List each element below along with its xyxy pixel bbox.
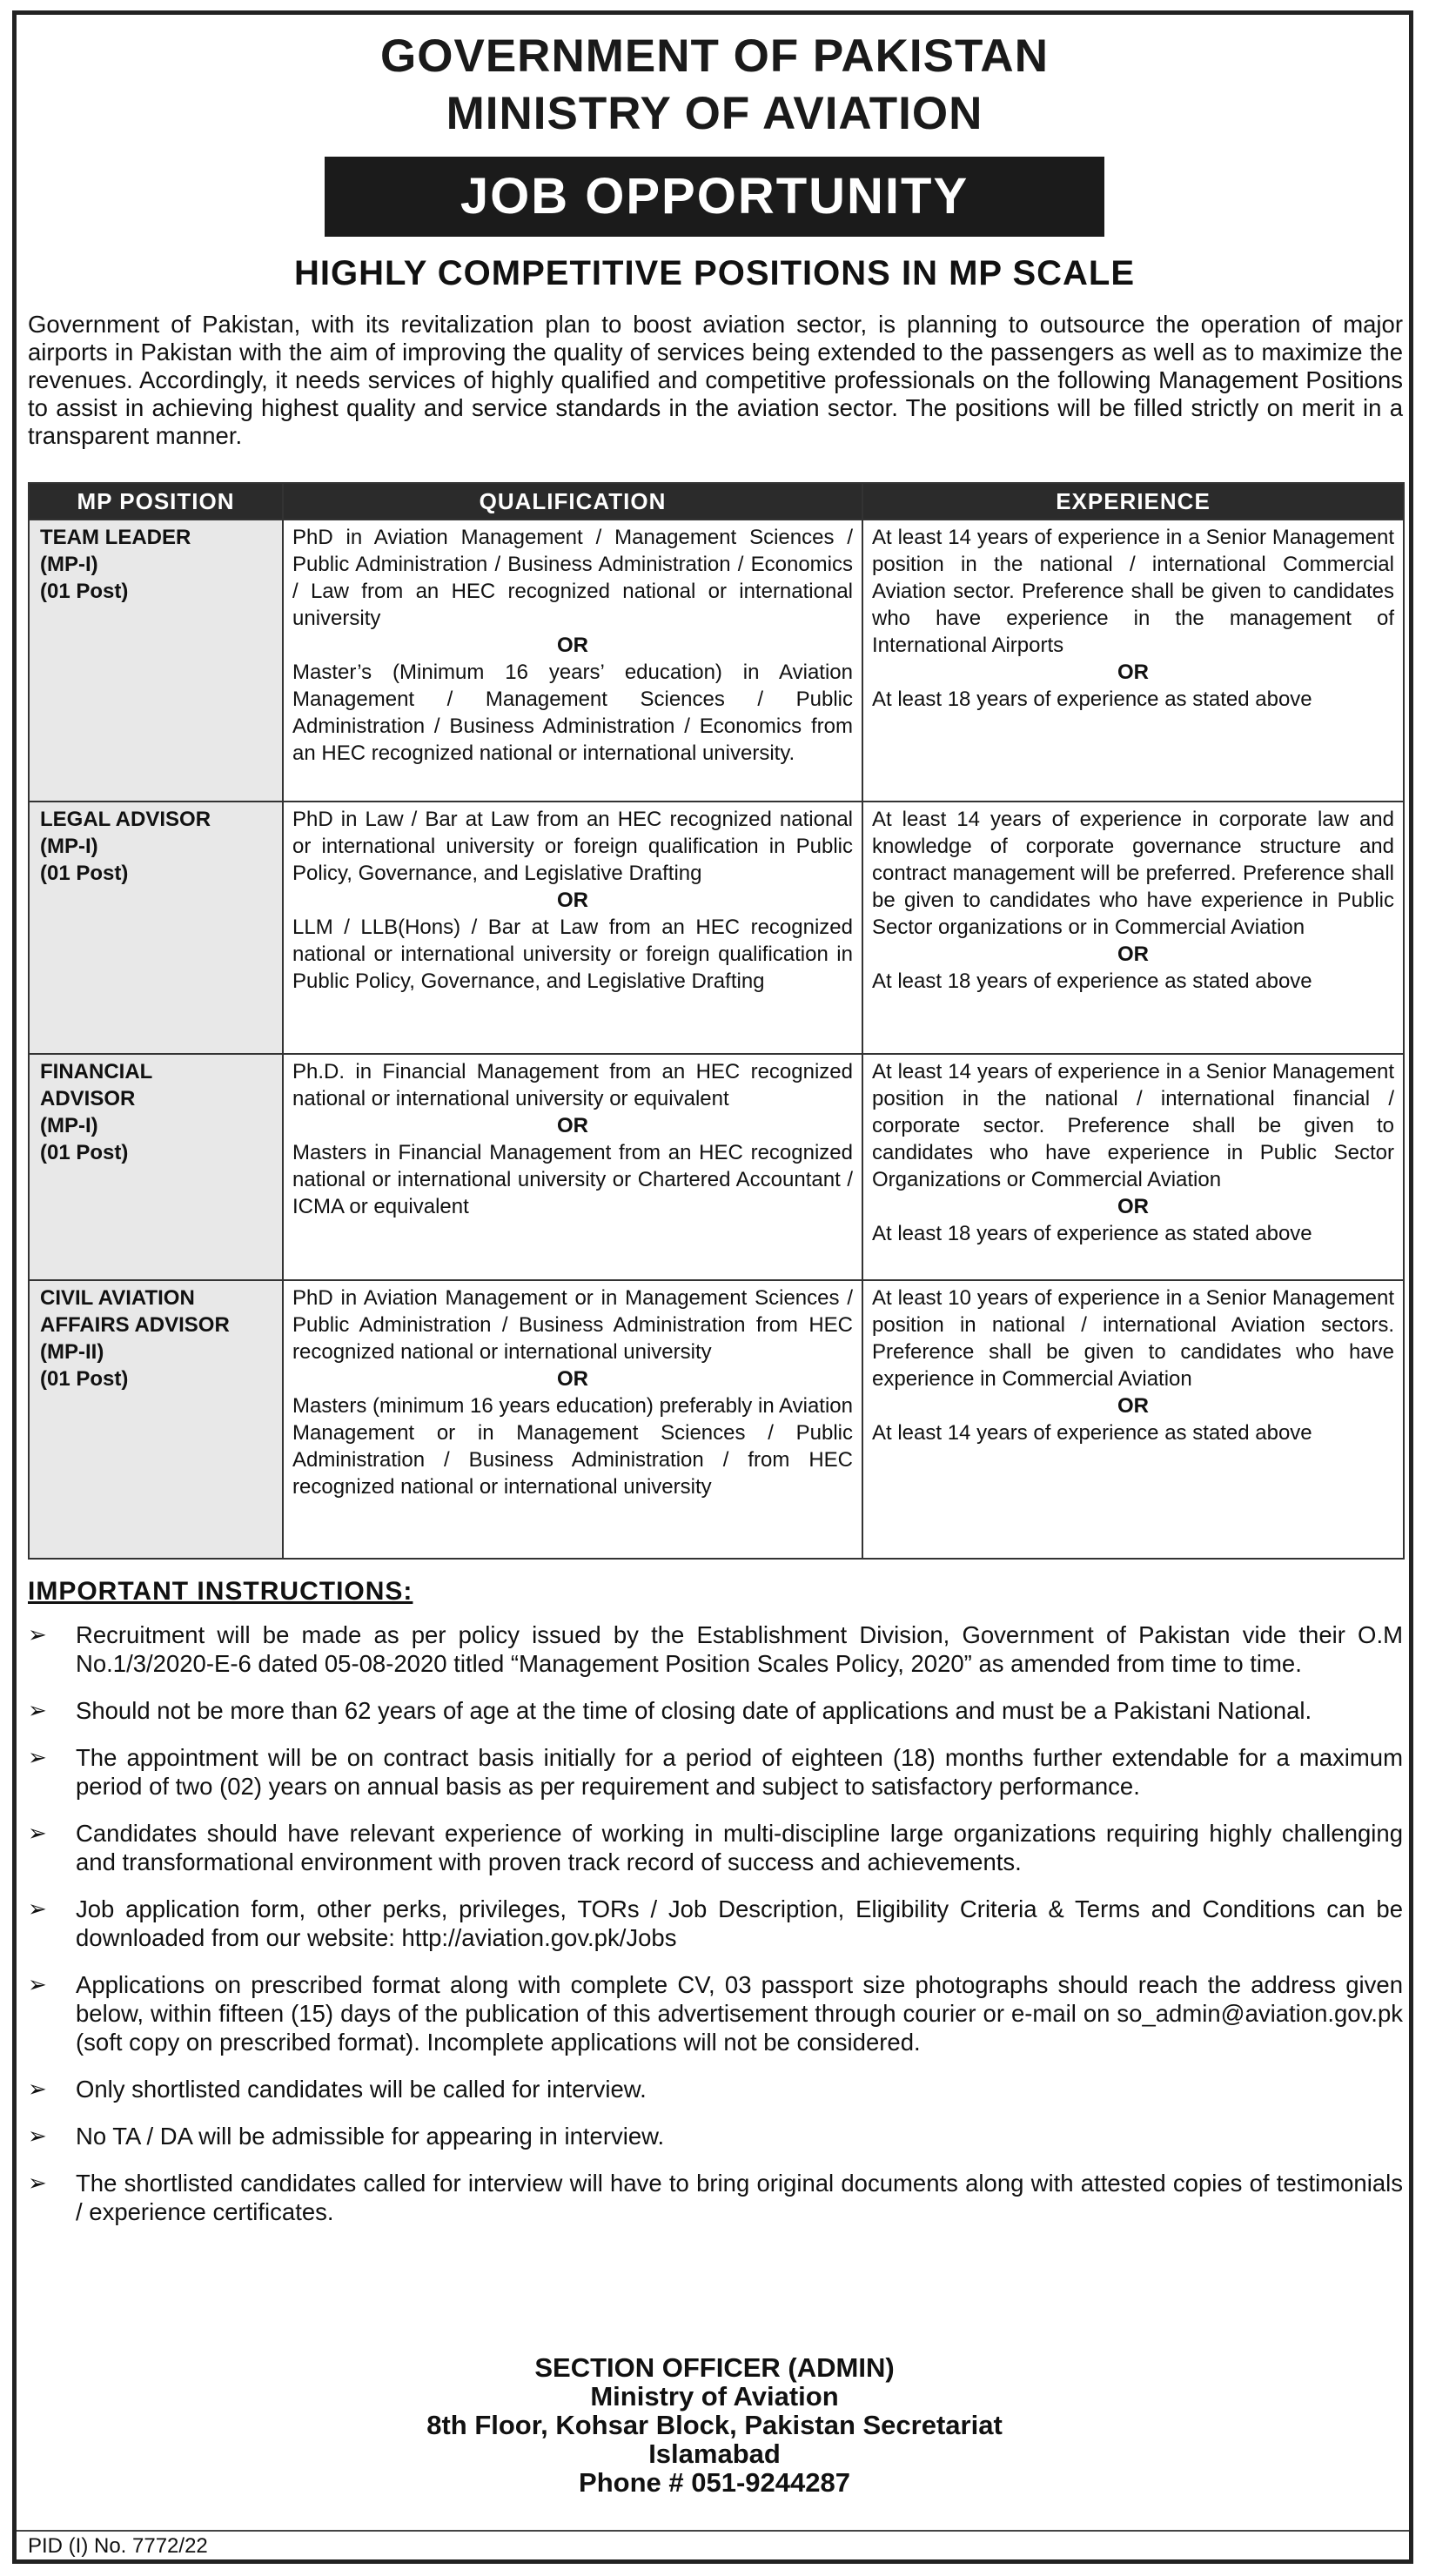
arrow-bullet-icon: ➢	[28, 1744, 47, 1770]
arrow-bullet-icon: ➢	[28, 1697, 47, 1723]
table-row	[29, 520, 1404, 802]
instruction-text: Only shortlisted candidates will be called for interview.	[76, 2076, 647, 2103]
experience-cell	[862, 1280, 1404, 1559]
signature-title: SECTION OFFICER (ADMIN)	[534, 2352, 895, 2383]
or-label: OR	[557, 634, 588, 657]
positions-table	[28, 482, 1405, 1560]
footer-divider	[17, 2530, 1409, 2532]
table-header-row	[29, 483, 1404, 520]
instruction-text: The shortlisted candidates called for interview will have to bring original documents along with attested copies of testimonials / experience certificates.	[76, 2170, 1403, 2225]
signature-city: Islamabad	[648, 2438, 781, 2469]
signature-ministry: Ministry of Aviation	[590, 2381, 839, 2412]
qualification-alternate: Masters in Financial Management from an HEC recognized national or international university or Chartered Accountant / ICMA or equivalent	[292, 1141, 853, 1218]
table-row	[29, 1280, 1404, 1559]
arrow-bullet-icon: ➢	[28, 1621, 47, 1647]
qualification-cell	[283, 802, 862, 1054]
experience-alternate: At least 18 years of experience as stated above	[872, 969, 1312, 993]
list-item	[28, 1895, 1403, 1952]
or-label: OR	[1117, 943, 1149, 966]
position-cell	[29, 802, 283, 1054]
position-cell	[29, 520, 283, 802]
or-label: OR	[1117, 1195, 1149, 1218]
arrow-bullet-icon: ➢	[28, 1895, 47, 1922]
qualification-primary: Ph.D. in Financial Management from an HEC recognized national or international university or equivalent	[292, 1060, 853, 1110]
position-posts: (01 Post)	[40, 862, 129, 885]
table-row	[29, 802, 1404, 1054]
position-scale: (MP-II)	[40, 1340, 104, 1364]
instructions-list	[28, 1620, 1403, 2244]
col-header-qualification: QUALIFICATION	[283, 483, 862, 520]
position-posts: (01 Post)	[40, 580, 129, 603]
or-label: OR	[1117, 661, 1149, 684]
qualification-alternate: Master’s (Minimum 16 years’ education) in Aviation Management / Management Sciences / Public Administration / Business Administration / Economics from an HEC recognized national or international university.	[292, 661, 853, 765]
instruction-text: Recruitment will be made as per policy issued by the Establishment Division, Government of Pakistan vide their O.M No.1/3/2020-E-6 dated 05-08-2020 titled “Management Position Scales Policy, 2020” as amended from time to time.	[76, 1621, 1403, 1677]
header-ministry: MINISTRY OF AVIATION	[446, 88, 983, 139]
position-scale: (MP-I)	[40, 1114, 98, 1137]
position-title-cont: AFFAIRS ADVISOR	[40, 1313, 230, 1337]
qualification-primary: PhD in Aviation Management or in Management Sciences / Public Administration / Business Administration from HEC recognized national or international university	[292, 1286, 853, 1364]
qualification-cell	[283, 1054, 862, 1280]
instruction-text: Applications on prescribed format along with complete CV, 03 passport size photographs should reach the address given below, within fifteen (15) days of the publication of this advertisement through courier or e-mail on so_admin@aviation.gov.pk (soft copy on prescribed format). Incomplete applications will not be considered.	[76, 1971, 1403, 2056]
experience-alternate: At least 14 years of experience as stated above	[872, 1421, 1312, 1445]
experience-primary: At least 14 years of experience in corporate law and knowledge of corporate governance structure and contract management will be preferred. Preference shall be given to candidates who have experience in Public Sector organizations or in Commercial Aviation	[872, 808, 1394, 939]
instruction-text: No TA / DA will be admissible for appearing in interview.	[76, 2123, 665, 2150]
experience-primary: At least 14 years of experience in a Senior Management position in the national / international Commercial Aviation sector. Preference shall be given to candidates who have experience in the management of International Airports	[872, 526, 1394, 657]
position-title: LEGAL ADVISOR	[40, 808, 211, 831]
list-item	[28, 2075, 1403, 2103]
pid-number: PID (I) No. 7772/22	[28, 2534, 208, 2558]
intro-paragraph: Government of Pakistan, with its revitalization plan to boost aviation sector, is planning to outsource the operation of major airports in Pakistan with the aim of improving the quality of services being extended to the passengers as well as to maximize the revenues. Accordingly, it needs services of highly qualified and competitive professionals on the following Management Positions to assist in achieving highest quality and service standards in the aviation sector. The positions will be filled strictly on merit in a transparent manner.	[28, 311, 1403, 449]
table-row	[29, 1054, 1404, 1280]
qualification-alternate: Masters (minimum 16 years education) preferably in Aviation Management or in Management Sciences / Public Administration / Business Administration / from HEC recognized national or international university	[292, 1394, 853, 1499]
position-scale: (MP-I)	[40, 835, 98, 858]
position-cell	[29, 1054, 283, 1280]
position-posts: (01 Post)	[40, 1367, 129, 1391]
qualification-primary: PhD in Law / Bar at Law from an HEC recognized national or international university or foreign qualification in Public Policy, Governance, and Legislative Drafting	[292, 808, 853, 885]
instruction-text: Job application form, other perks, privileges, TORs / Job Description, Eligibility Criteria & Terms and Conditions can be downloaded from our website: http://aviation.gov.pk/Jobs	[76, 1895, 1403, 1951]
signature-address: 8th Floor, Kohsar Block, Pakistan Secretariat	[426, 2410, 1003, 2440]
experience-cell	[862, 1054, 1404, 1280]
experience-cell	[862, 802, 1404, 1054]
col-header-experience: EXPERIENCE	[862, 483, 1404, 520]
list-item	[28, 1970, 1403, 2056]
instruction-text: Should not be more than 62 years of age at the time of closing date of applications and must be a Pakistani National.	[76, 1697, 1312, 1724]
qualification-cell	[283, 1280, 862, 1559]
list-item	[28, 1696, 1403, 1725]
instruction-text: Candidates should have relevant experience of working in multi-discipline large organizations requiring highly challenging and transformational environment with proven track record of success and achievements.	[76, 1820, 1403, 1875]
subheading: HIGHLY COMPETITIVE POSITIONS IN MP SCALE	[293, 254, 1136, 292]
header-government: GOVERNMENT OF PAKISTAN	[380, 30, 1049, 82]
or-label: OR	[557, 1114, 588, 1137]
instruction-text: The appointment will be on contract basis initially for a period of eighteen (18) months further extendable for a maximum period of two (02) years on annual basis as per requirement and subject to satisfactory performance.	[76, 1744, 1403, 1800]
arrow-bullet-icon: ➢	[28, 2170, 47, 2196]
or-label: OR	[1117, 1394, 1149, 1418]
qualification-primary: PhD in Aviation Management / Management Sciences / Public Administration / Business Administration / Economics / Law from an HEC recognized national or international university	[292, 526, 853, 630]
list-item	[28, 2169, 1403, 2226]
list-item	[28, 2122, 1403, 2150]
qualification-cell	[283, 520, 862, 802]
signature-block	[0, 2353, 1429, 2497]
or-label: OR	[557, 1367, 588, 1391]
or-label: OR	[557, 889, 588, 912]
arrow-bullet-icon: ➢	[28, 2123, 47, 2149]
position-posts: (01 Post)	[40, 1141, 129, 1164]
arrow-bullet-icon: ➢	[28, 1820, 47, 1846]
experience-primary: At least 10 years of experience in a Senior Management position in national / international Aviation sectors. Preference shall be given to candidates who have experience in Commercial Aviation	[872, 1286, 1394, 1391]
position-scale: (MP-I)	[40, 553, 98, 576]
arrow-bullet-icon: ➢	[28, 2076, 47, 2102]
experience-alternate: At least 18 years of experience as stated above	[872, 688, 1312, 711]
position-title: TEAM LEADER	[40, 526, 191, 549]
list-item	[28, 1620, 1403, 1678]
experience-primary: At least 14 years of experience in a Senior Management position in the national / international financial / corporate sector. Preference shall be given to candidates who have experience in Public Sector Organizations or Commercial Aviation	[872, 1060, 1394, 1191]
position-title: FINANCIAL	[40, 1060, 153, 1083]
list-item	[28, 1743, 1403, 1801]
instructions-title: IMPORTANT INSTRUCTIONS:	[28, 1577, 413, 1606]
experience-cell	[862, 520, 1404, 802]
position-title: CIVIL AVIATION	[40, 1286, 195, 1310]
col-header-position: MP POSITION	[29, 483, 283, 520]
experience-alternate: At least 18 years of experience as stated above	[872, 1222, 1312, 1245]
list-item	[28, 1819, 1403, 1876]
signature-phone: Phone # 051-9244287	[579, 2467, 850, 2498]
position-cell	[29, 1280, 283, 1559]
job-opportunity-banner: JOB OPPORTUNITY	[325, 157, 1104, 237]
qualification-alternate: LLM / LLB(Hons) / Bar at Law from an HEC recognized national or international university or foreign qualification in Public Policy, Governance, and Legislative Drafting	[292, 916, 853, 993]
position-title-cont: ADVISOR	[40, 1087, 136, 1110]
arrow-bullet-icon: ➢	[28, 1971, 47, 1997]
